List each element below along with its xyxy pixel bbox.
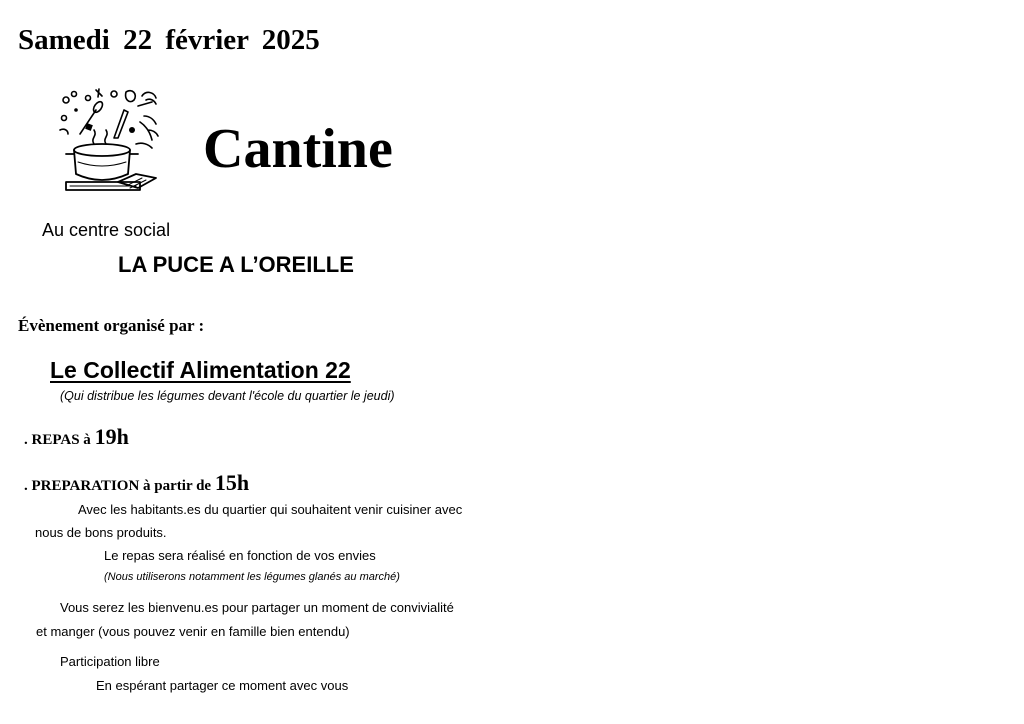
body-line-2: nous de bons produits. <box>35 525 167 540</box>
body-line-1: Avec les habitants.es du quartier qui souhaitent venir cuisiner avec <box>78 502 463 517</box>
organizer-note: (Qui distribue les légumes devant l'école du quartier le jeudi) <box>60 389 395 403</box>
venue-label: Au centre social <box>42 220 171 240</box>
page-title: Cantine <box>203 118 393 180</box>
preparation-time-line <box>24 470 249 496</box>
cooking-pot-illustration-icon <box>56 86 162 204</box>
body-line-6: et manger (vous pouvez venir en famille bien entendu) <box>36 624 350 639</box>
preparation-time: 15h <box>214 470 250 495</box>
body-line-3: Le repas sera réalisé en fonction de vos envies <box>104 548 376 563</box>
meal-time-line <box>24 424 129 450</box>
body-line-5: Vous serez les bienvenu.es pour partager un moment de convivialité <box>60 600 454 615</box>
venue-name: LA PUCE A L’OREILLE <box>118 252 354 277</box>
body-line-8: En espérant partager ce moment avec vous <box>96 678 349 693</box>
meal-time: 19h <box>94 424 129 449</box>
organizer-label: Évènement organisé par : <box>18 316 205 335</box>
body-line-4: (Nous utiliserons notamment les légumes glanés au marché) <box>104 571 400 583</box>
event-date: Samedi 22 février 2025 <box>18 24 320 56</box>
preparation-prefix: . PREPARATION à partir de <box>24 478 215 494</box>
body-line-7: Participation libre <box>60 654 160 669</box>
meal-prefix: . REPAS à <box>24 432 95 448</box>
organizer-name: Le Collectif Alimentation 22 <box>50 357 351 383</box>
